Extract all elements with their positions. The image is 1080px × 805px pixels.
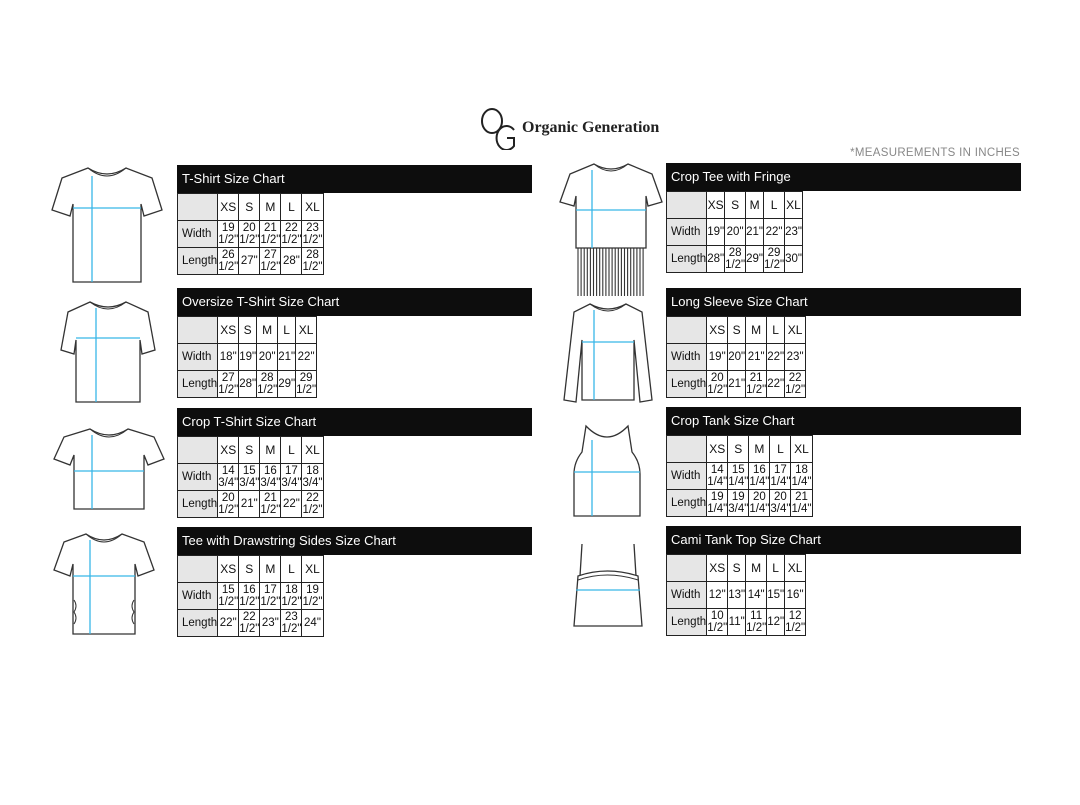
size-header-cell: XL	[785, 555, 806, 582]
size-header-row	[178, 317, 317, 344]
length-value-cell: 28"	[707, 246, 725, 273]
size-header-cell: XS	[218, 437, 239, 464]
size-chart-title: Crop T-Shirt Size Chart	[177, 408, 532, 436]
table-row	[178, 491, 324, 518]
length-value-cell: 28"	[281, 248, 302, 275]
size-header-cell: XL	[302, 194, 323, 221]
size-header-cell: S	[728, 436, 749, 463]
table-row	[667, 344, 806, 371]
width-value-cell: 16 1/4"	[749, 464, 770, 488]
corner-cell	[667, 317, 707, 344]
length-row-label: Length	[667, 490, 707, 517]
length-value-cell: 20 1/4"	[749, 491, 770, 515]
width-value-cell: 13"	[728, 582, 746, 609]
size-header-cell: L	[278, 317, 296, 344]
width-row-label: Width	[667, 582, 707, 609]
length-value-cell: 30"	[785, 246, 803, 273]
size-header-cell: M	[746, 317, 767, 344]
garment-diagram-icon	[560, 300, 656, 412]
length-value-cell: 20 1/2"	[707, 372, 728, 396]
size-chart-title: Oversize T-Shirt Size Chart	[177, 288, 532, 316]
size-table	[177, 316, 317, 398]
size-chart-title: Cami Tank Top Size Chart	[666, 526, 1021, 554]
width-value-cell: 12"	[707, 582, 728, 609]
table-row	[178, 344, 317, 371]
size-header-cell: S	[239, 437, 260, 464]
length-value-cell: 27 1/2"	[260, 249, 281, 273]
size-header-cell: M	[260, 556, 281, 583]
width-row-label: Width	[178, 344, 218, 371]
size-header-row	[667, 555, 806, 582]
size-header-cell: XS	[218, 317, 239, 344]
size-header-cell: L	[770, 436, 791, 463]
length-value-cell: 22"	[281, 491, 302, 518]
size-header-cell: XL	[302, 556, 323, 583]
size-chart-title: Tee with Drawstring Sides Size Chart	[177, 527, 532, 555]
length-row-label: Length	[667, 609, 707, 636]
size-header-cell: S	[239, 317, 257, 344]
size-header-cell: XS	[707, 555, 728, 582]
width-value-cell: 21"	[278, 344, 296, 371]
width-value-cell: 18 1/2"	[281, 584, 302, 608]
width-value-cell: 23 1/2"	[302, 222, 323, 246]
width-value-cell: 22"	[767, 344, 785, 371]
size-header-cell: L	[281, 194, 302, 221]
table-row	[667, 219, 803, 246]
width-row-label: Width	[178, 464, 218, 491]
length-value-cell: 24"	[302, 610, 323, 637]
width-value-cell: 20"	[725, 219, 746, 246]
length-value-cell: 28 1/2"	[257, 372, 278, 396]
size-header-cell: L	[767, 555, 785, 582]
corner-cell	[178, 317, 218, 344]
length-value-cell: 22 1/2"	[302, 492, 323, 516]
width-value-cell: 19"	[239, 344, 257, 371]
table-row	[178, 610, 324, 637]
width-value-cell: 21"	[746, 344, 767, 371]
length-row-label: Length	[178, 610, 218, 637]
size-header-cell: M	[749, 436, 770, 463]
brand-name: Organic Generation	[522, 119, 660, 136]
length-value-cell: 10 1/2"	[707, 610, 728, 634]
garment-diagram-icon	[564, 422, 650, 522]
width-value-cell: 23"	[785, 219, 803, 246]
width-value-cell: 20 1/2"	[239, 222, 260, 246]
length-row-label: Length	[178, 491, 218, 518]
corner-cell	[667, 436, 707, 463]
length-value-cell: 19 1/4"	[707, 491, 728, 515]
og-monogram-icon	[478, 106, 520, 150]
length-value-cell: 22"	[767, 371, 785, 398]
corner-cell	[178, 194, 218, 221]
width-value-cell: 19"	[707, 344, 728, 371]
size-table	[666, 554, 806, 636]
size-header-cell: S	[728, 317, 746, 344]
length-row-label: Length	[178, 371, 218, 398]
size-header-cell: M	[746, 555, 767, 582]
garment-diagram-icon	[564, 540, 650, 632]
length-value-cell: 21"	[728, 371, 746, 398]
width-value-cell: 21"	[746, 219, 764, 246]
size-header-cell: L	[764, 192, 785, 219]
width-value-cell: 18 3/4"	[302, 465, 323, 489]
width-value-cell: 15"	[767, 582, 785, 609]
width-value-cell: 15 3/4"	[239, 465, 260, 489]
size-table	[666, 435, 813, 517]
size-header-cell: XS	[707, 192, 725, 219]
width-row-label: Width	[178, 221, 218, 248]
size-header-cell: L	[281, 556, 302, 583]
length-row-label: Length	[667, 246, 707, 273]
width-value-cell: 17 1/2"	[260, 584, 281, 608]
size-header-cell: S	[239, 556, 260, 583]
width-value-cell: 14 1/4"	[707, 464, 728, 488]
width-value-cell: 14 3/4"	[218, 465, 239, 489]
garment-diagram-icon	[50, 530, 158, 642]
size-header-cell: L	[281, 437, 302, 464]
table-row	[178, 248, 324, 275]
size-chart-title: Crop Tank Size Chart	[666, 407, 1021, 435]
size-table	[666, 191, 803, 273]
width-value-cell: 23"	[785, 344, 806, 371]
length-value-cell: 29"	[746, 246, 764, 273]
table-row	[178, 464, 324, 491]
width-value-cell: 14"	[746, 582, 767, 609]
table-row	[178, 583, 324, 610]
size-table	[177, 436, 324, 518]
garment-diagram-icon	[48, 160, 166, 288]
width-value-cell: 17 1/4"	[770, 464, 791, 488]
width-value-cell: 16"	[785, 582, 806, 609]
length-value-cell: 22 1/2"	[785, 372, 806, 396]
table-row	[667, 490, 813, 517]
size-header-cell: XS	[218, 556, 239, 583]
measurements-note: *MEASUREMENTS IN INCHES	[850, 147, 1020, 159]
size-header-row	[667, 192, 803, 219]
length-value-cell: 20 3/4"	[770, 491, 791, 515]
width-row-label: Width	[667, 344, 707, 371]
width-value-cell: 22 1/2"	[281, 222, 302, 246]
width-row-label: Width	[178, 583, 218, 610]
size-chart-title: Crop Tee with Fringe	[666, 163, 1021, 191]
length-row-label: Length	[667, 371, 707, 398]
width-value-cell: 22"	[296, 344, 317, 371]
size-header-cell: L	[767, 317, 785, 344]
garment-diagram-icon	[58, 298, 158, 408]
size-header-cell: XL	[302, 437, 323, 464]
width-value-cell: 19 1/2"	[218, 222, 239, 246]
length-value-cell: 12 1/2"	[785, 610, 806, 634]
corner-cell	[178, 437, 218, 464]
width-value-cell: 21 1/2"	[260, 222, 281, 246]
table-row	[667, 609, 806, 636]
size-header-cell: XS	[707, 436, 728, 463]
length-value-cell: 19 3/4"	[728, 491, 749, 515]
length-value-cell: 23 1/2"	[281, 611, 302, 635]
size-header-cell: XL	[791, 436, 812, 463]
length-row-label: Length	[178, 248, 218, 275]
length-value-cell: 26 1/2"	[218, 249, 239, 273]
size-header-cell: M	[746, 192, 764, 219]
size-header-cell: XL	[296, 317, 317, 344]
table-row	[667, 246, 803, 273]
table-row	[667, 371, 806, 398]
size-header-cell: M	[257, 317, 278, 344]
size-header-row	[178, 437, 324, 464]
width-value-cell: 20"	[728, 344, 746, 371]
width-value-cell: 15 1/4"	[728, 464, 749, 488]
length-value-cell: 29"	[278, 371, 296, 398]
width-value-cell: 18"	[218, 344, 239, 371]
length-value-cell: 20 1/2"	[218, 492, 239, 516]
size-header-cell: S	[725, 192, 746, 219]
corner-cell	[667, 192, 707, 219]
width-value-cell: 19 1/2"	[302, 584, 323, 608]
length-value-cell: 11"	[728, 609, 746, 636]
size-header-cell: S	[728, 555, 746, 582]
length-value-cell: 29 1/2"	[296, 372, 317, 396]
width-row-label: Width	[667, 219, 707, 246]
width-value-cell: 16 1/2"	[239, 584, 260, 608]
size-header-cell: S	[239, 194, 260, 221]
size-header-row	[667, 317, 806, 344]
length-value-cell: 21"	[239, 491, 260, 518]
width-value-cell: 16 3/4"	[260, 465, 281, 489]
size-header-cell: XS	[218, 194, 239, 221]
width-value-cell: 17 3/4"	[281, 465, 302, 489]
length-value-cell: 28 1/2"	[302, 249, 323, 273]
size-table	[177, 555, 324, 637]
length-value-cell: 21 1/4"	[791, 491, 812, 515]
size-table	[177, 193, 324, 275]
size-header-cell: XS	[707, 317, 728, 344]
size-table	[666, 316, 806, 398]
width-value-cell: 20"	[257, 344, 278, 371]
width-value-cell: 22"	[764, 219, 785, 246]
length-value-cell: 11 1/2"	[746, 610, 767, 634]
corner-cell	[667, 555, 707, 582]
garment-diagram-icon	[50, 425, 168, 515]
length-value-cell: 23"	[260, 610, 281, 637]
brand-logo	[478, 106, 659, 150]
table-row	[667, 582, 806, 609]
length-value-cell: 21 1/2"	[746, 372, 767, 396]
size-chart-title: T-Shirt Size Chart	[177, 165, 532, 193]
length-value-cell: 27"	[239, 248, 260, 275]
length-value-cell: 27 1/2"	[218, 372, 239, 396]
size-header-cell: M	[260, 194, 281, 221]
width-row-label: Width	[667, 463, 707, 490]
size-header-row	[667, 436, 813, 463]
size-header-cell: XL	[785, 317, 806, 344]
length-value-cell: 22 1/2"	[239, 611, 260, 635]
table-row	[667, 463, 813, 490]
width-value-cell: 19"	[707, 219, 725, 246]
table-row	[178, 221, 324, 248]
size-header-row	[178, 194, 324, 221]
length-value-cell: 29 1/2"	[764, 247, 785, 271]
garment-diagram-icon	[556, 160, 666, 300]
length-value-cell: 12"	[767, 609, 785, 636]
size-header-cell: XL	[785, 192, 803, 219]
size-header-cell: M	[260, 437, 281, 464]
corner-cell	[178, 556, 218, 583]
size-header-row	[178, 556, 324, 583]
width-value-cell: 18 1/4"	[791, 464, 812, 488]
length-value-cell: 28 1/2"	[725, 247, 746, 271]
size-chart-title: Long Sleeve Size Chart	[666, 288, 1021, 316]
length-value-cell: 21 1/2"	[260, 492, 281, 516]
width-value-cell: 15 1/2"	[218, 584, 239, 608]
length-value-cell: 22"	[218, 610, 239, 637]
table-row	[178, 371, 317, 398]
length-value-cell: 28"	[239, 371, 257, 398]
